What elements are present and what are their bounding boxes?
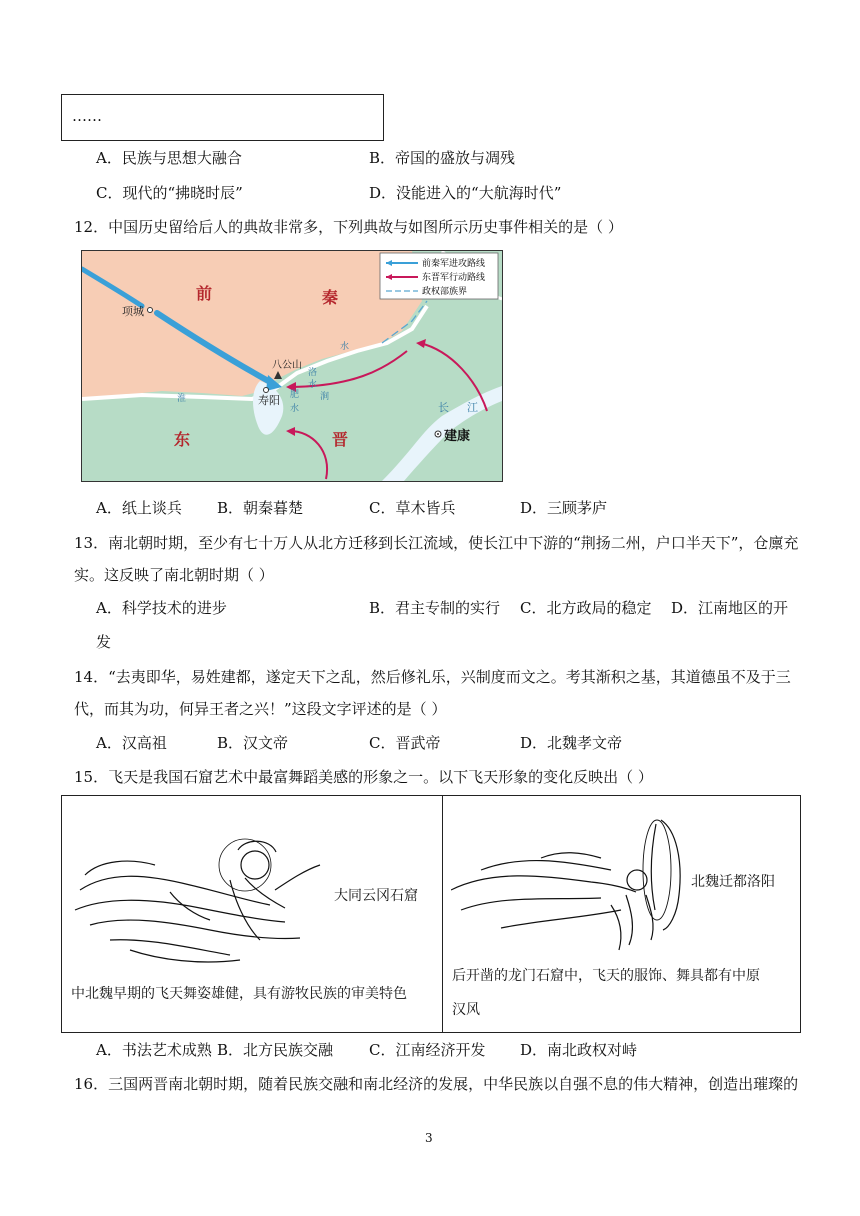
q12-stem: 12．中国历史留给后人的典故非常多，下列典故与如图所示历史事件相关的是（ ） — [74, 218, 623, 236]
q14-option-b[interactable]: B．汉文帝 — [217, 734, 289, 752]
label-chang: 长 — [438, 401, 449, 414]
quote-box — [61, 94, 384, 141]
q13-option-b[interactable]: B．君主专制的实行 — [369, 599, 501, 617]
q12-option-c[interactable]: C．草木皆兵 — [369, 499, 456, 517]
q12-map — [81, 250, 503, 482]
q15-option-c[interactable]: C．江南经济开发 — [369, 1041, 486, 1059]
q15-option-a[interactable]: A．书法艺术成熟 — [96, 1041, 212, 1059]
q14-option-a[interactable]: A．汉高祖 — [96, 734, 167, 752]
q15-option-d[interactable]: D．南北政权对峙 — [520, 1041, 638, 1059]
q14-option-c[interactable]: C．晋武帝 — [369, 734, 441, 752]
label-qin: 秦 — [322, 288, 339, 307]
q15-right-cell — [443, 796, 800, 1032]
q15-table — [61, 795, 801, 1033]
feitian-yungang-figure — [70, 830, 330, 970]
q12-option-a[interactable]: A．纸上谈兵 — [96, 499, 182, 517]
label-qian: 前 — [196, 284, 213, 303]
legend-attack-text: 前秦军进攻路线 — [422, 259, 486, 269]
label-jiang: 江 — [467, 401, 478, 414]
q14-stem-line2: 代，而其为功，何异王者之兴！”这段文字评述的是（ ） — [74, 700, 447, 718]
box-ellipsis: …… — [72, 107, 102, 125]
page-number: 3 — [425, 1131, 433, 1145]
label-shui1: 水 — [340, 342, 350, 352]
q13-option-c[interactable]: C．北方政局的稳定 — [520, 599, 652, 617]
q13-option-d-cont: 发 — [96, 633, 112, 651]
q15-left-label: 大同云冈石窟 — [334, 888, 418, 904]
q13-stem-line1: 13．南北朝时期，至少有七十万人从北方迁移到长江流域，使长江中下游的“荆扬二州，户口半天下”，仓廪充 — [74, 534, 799, 552]
q15-right-caption-line2: 汉风 — [452, 1002, 480, 1018]
q11-option-a[interactable]: A．民族与思想大融合 — [96, 149, 242, 167]
legend-action-text: 东晋军行动路线 — [422, 273, 486, 283]
label-huai: 淮 — [177, 394, 187, 404]
q15-right-caption-line1: 后开凿的龙门石窟中，飞天的服饰、舞具都有中原 — [452, 968, 760, 984]
jiankang-dot — [437, 433, 439, 435]
q11-option-c[interactable]: C．现代的“拂晓时辰” — [96, 184, 243, 202]
label-jiankang: 建康 — [444, 429, 471, 444]
q14-option-d[interactable]: D．北魏孝文帝 — [520, 734, 623, 752]
q15-left-cell — [62, 796, 443, 1032]
label-jin: 晋 — [332, 430, 349, 449]
label-xiangcheng: 项城 — [122, 305, 144, 318]
shouyang-marker — [264, 388, 269, 393]
q11-option-d[interactable]: D．没能进入的“大航海时代” — [369, 184, 562, 202]
q14-stem-line1: 14．“去夷即华，易姓建都，遂定天下之乱，然后修礼乐，兴制度而文之。考其渐积之基，其道德虽不及于三 — [74, 668, 791, 686]
q13-stem-line2: 实。这反映了南北朝时期（ ） — [74, 566, 274, 584]
q15-option-b[interactable]: B．北方民族交融 — [217, 1041, 334, 1059]
label-dong: 东 — [174, 430, 191, 449]
xiangcheng-marker — [148, 308, 153, 313]
q13-option-a[interactable]: A．科学技术的进步 — [96, 599, 227, 617]
label-jian: 涧 — [320, 392, 330, 402]
q12-option-b[interactable]: B．朝秦暮楚 — [217, 499, 304, 517]
q15-stem: 15．飞天是我国石窟艺术中最富舞蹈美感的形象之一。以下飞天形象的变化反映出（ ） — [74, 768, 653, 786]
q15-left-caption: 中北魏早期的飞天舞姿雄健，具有游牧民族的审美特色 — [71, 986, 407, 1002]
label-shui2: 水 — [308, 380, 318, 390]
q16-stem: 16．三国两晋南北朝时期，随着民族交融和南北经济的发展，中华民族以自强不息的伟大精神，创造出璀璨的 — [74, 1075, 799, 1093]
label-bagongshan: 八公山 — [272, 360, 302, 371]
q13-option-d[interactable]: D．江南地区的开 — [671, 599, 789, 617]
label-shui3: 水 — [290, 404, 300, 414]
label-shouyang: 寿阳 — [258, 394, 280, 407]
q11-option-b[interactable]: B．帝国的盛放与凋残 — [369, 149, 516, 167]
map-figure — [82, 251, 502, 481]
legend-border-text: 政权部族界 — [422, 287, 468, 297]
feitian-longmen-figure — [451, 810, 701, 960]
label-fei: 肥 — [290, 390, 300, 400]
label-luo: 洛 — [308, 368, 318, 378]
q15-right-label: 北魏迁都洛阳 — [691, 874, 775, 890]
q12-option-d[interactable]: D．三顾茅庐 — [520, 499, 608, 517]
